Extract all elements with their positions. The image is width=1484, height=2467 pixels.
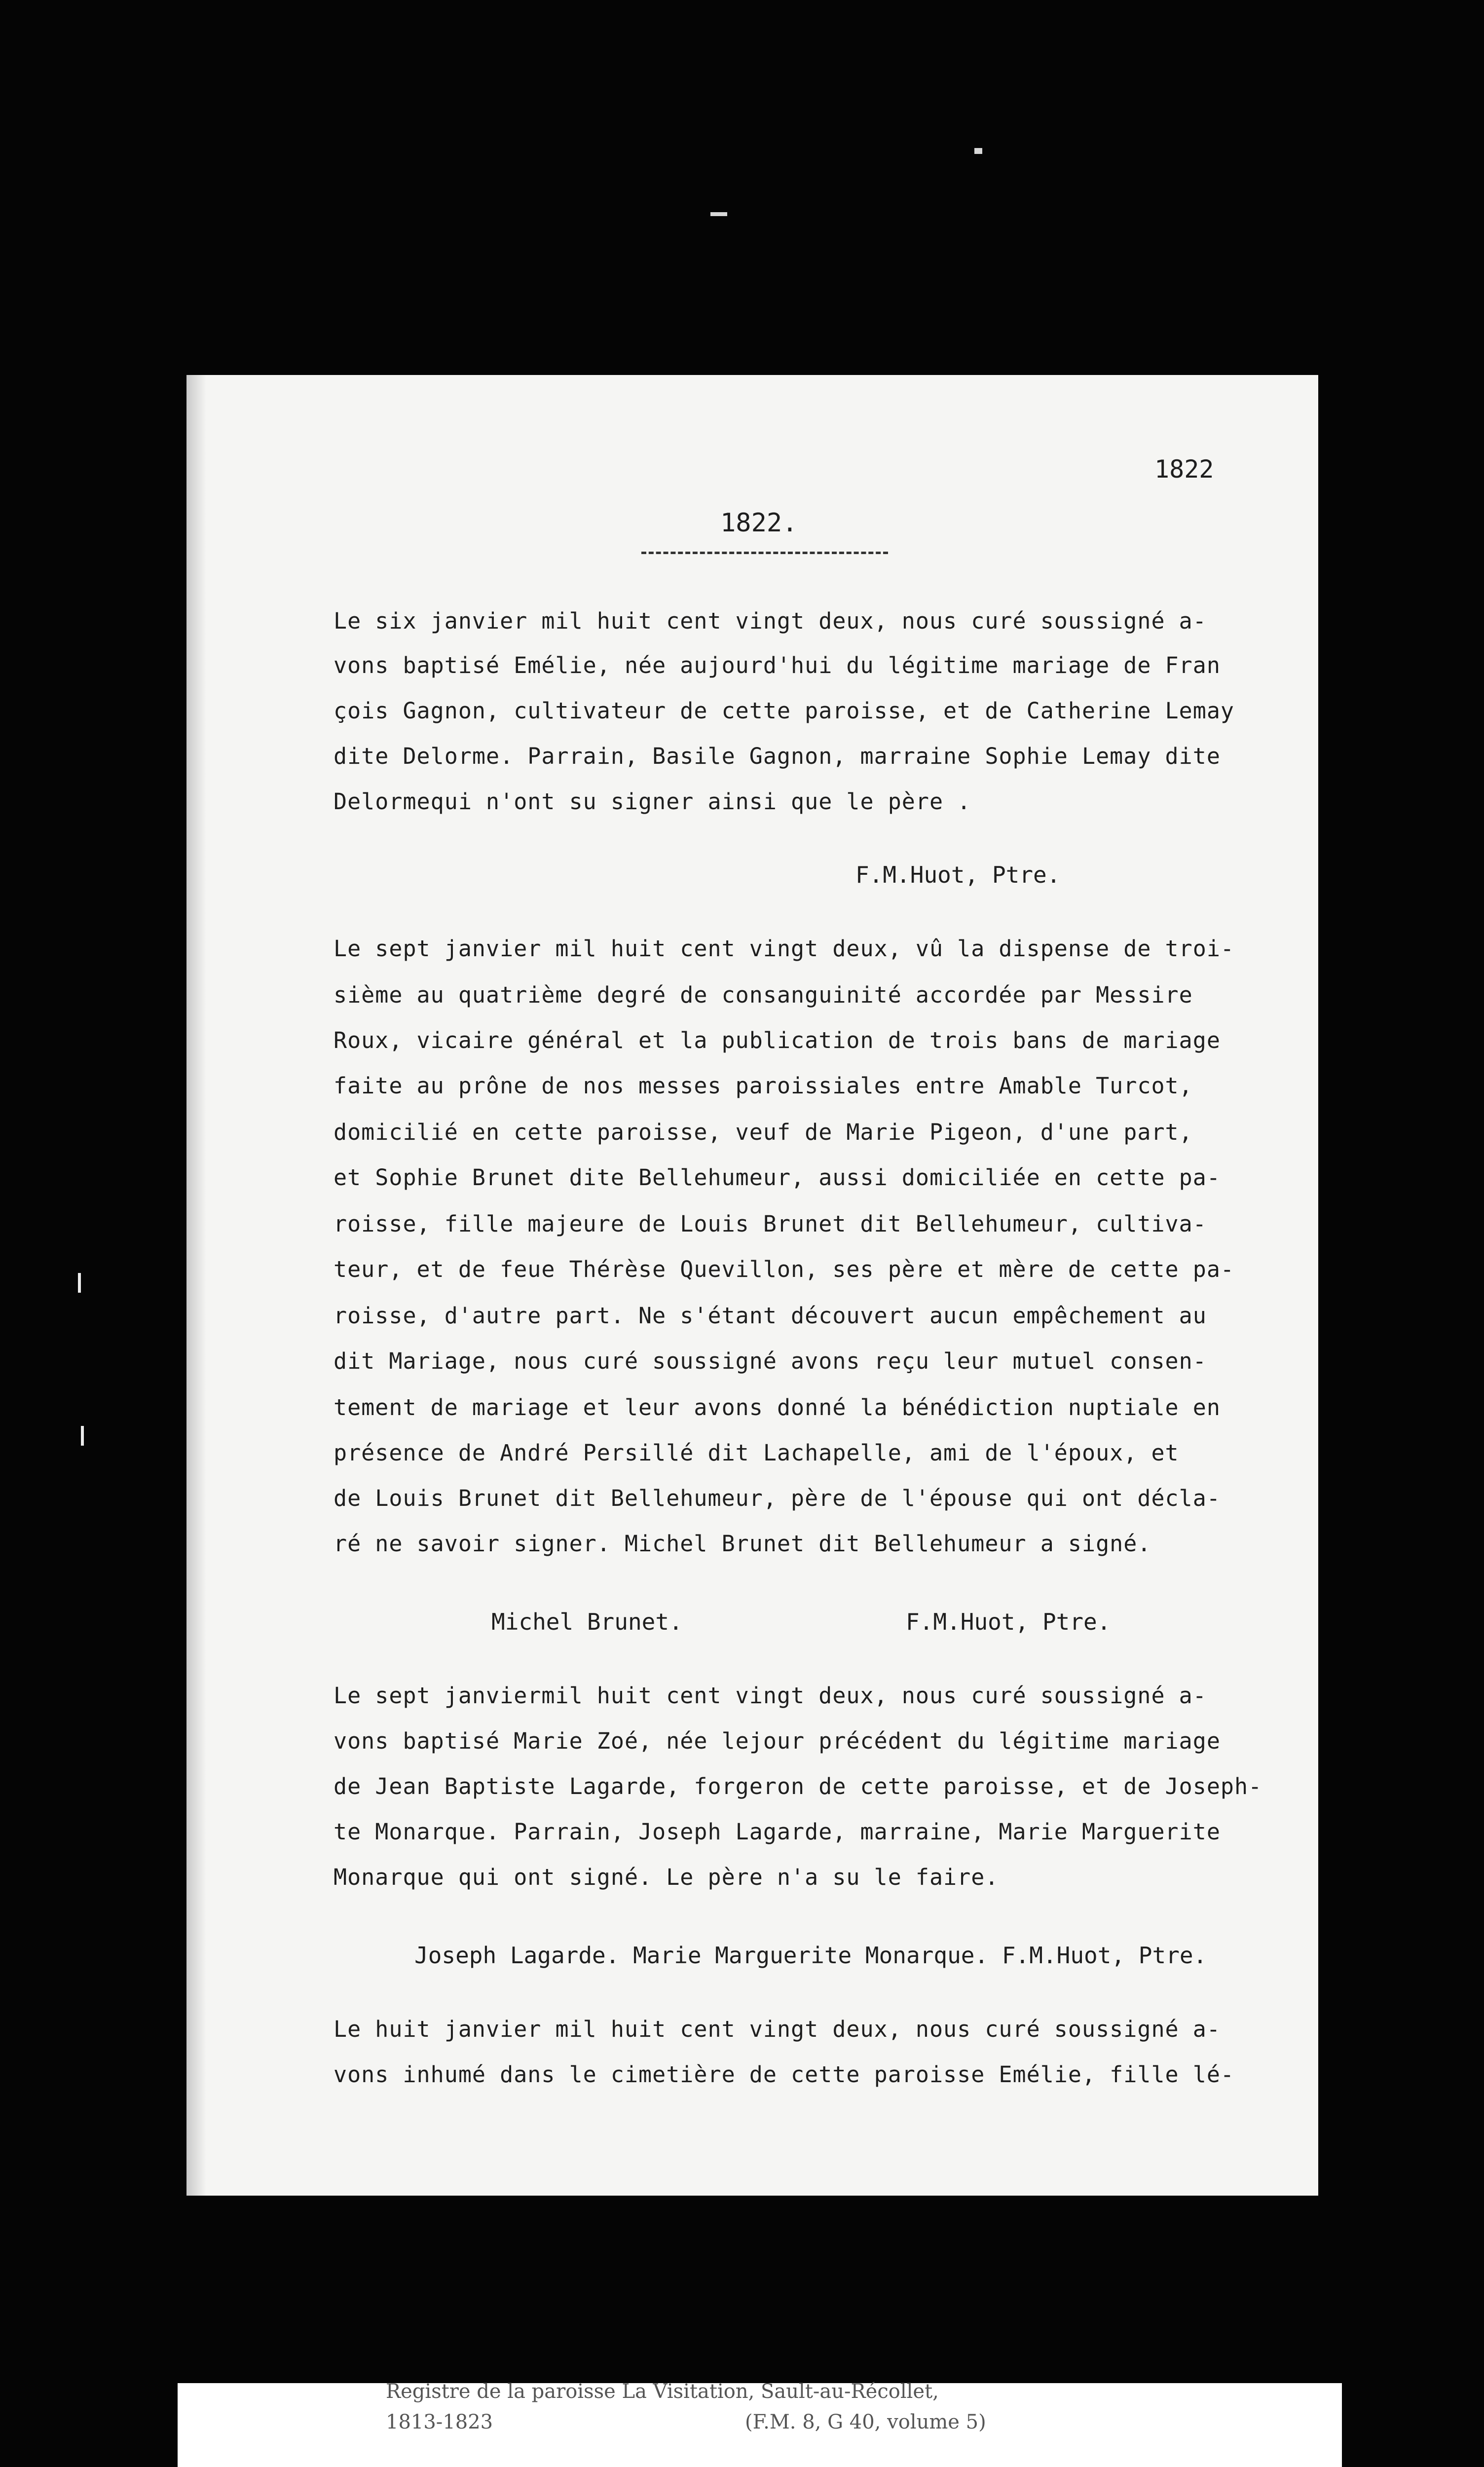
entry-2-line-12: présence de André Persillé dit Lachapelle, ami de l'époux, et	[334, 1440, 1179, 1466]
entry-2-line-6: et Sophie Brunet dite Bellehumeur, aussi domiciliée en cette pa-	[334, 1164, 1221, 1191]
scan-border-lower-left	[0, 2368, 178, 2467]
entry-1-line-3: çois Gagnon, cultivateur de cette paroisse, et de Catherine Lemay	[334, 698, 1234, 724]
entry-2-line-13: de Louis Brunet dit Bellehumeur, père de l'épouse qui ont décla-	[334, 1485, 1221, 1511]
dust-speck	[974, 148, 982, 154]
entry-1-line-1: Le six janvier mil huit cent vingt deux, nous curé soussigné a-	[334, 608, 1207, 634]
entry-1-line-5: Delormequi n'ont su signer ainsi que le père .	[334, 788, 971, 815]
entry-2-line-4: faite au prône de nos messes paroissiales entre Amable Turcot,	[334, 1073, 1193, 1099]
heading-underline	[641, 552, 888, 554]
dust-speck	[710, 212, 727, 216]
entry-2-line-5: domicilié en cette paroisse, veuf de Marie Pigeon, d'une part,	[334, 1119, 1193, 1145]
entry-2-line-10: dit Mariage, nous curé soussigné avons reçu leur mutuel consen-	[334, 1348, 1207, 1374]
edge-mark	[81, 1426, 84, 1446]
entry-1-line-4: dite Delorme. Parrain, Basile Gagnon, marraine Sophie Lemay dite	[334, 743, 1221, 769]
entry-2-line-1: Le sept janvier mil huit cent vingt deux, vû la dispense de troi-	[334, 935, 1234, 962]
entry-2-line-11: tement de mariage et leur avons donné la bénédiction nuptiale en	[334, 1394, 1221, 1420]
page-edge-shadow	[186, 375, 206, 2196]
entry-4-line-2: vons inhumé dans le cimetière de cette paroisse Emélie, fille lé-	[334, 2061, 1234, 2088]
scan-border-bottom	[0, 2196, 1484, 2383]
entry-3-line-3: de Jean Baptiste Lagarde, forgeron de cette paroisse, et de Joseph-	[334, 1773, 1262, 1799]
entry-2-line-7: roisse, fille majeure de Louis Brunet dit Bellehumeur, cultiva-	[334, 1211, 1207, 1237]
edge-mark	[78, 1273, 81, 1293]
entry-3-signatures: Joseph Lagarde. Marie Marguerite Monarque. F.M.Huot, Ptre.	[414, 1942, 1207, 1969]
entry-3-line-4: te Monarque. Parrain, Joseph Lagarde, marraine, Marie Marguerite	[334, 1819, 1221, 1845]
entry-1-signature: F.M.Huot, Ptre.	[855, 861, 1061, 888]
entry-2-line-3: Roux, vicaire général et la publication de trois bans de mariage	[334, 1027, 1221, 1053]
entry-3-line-5: Monarque qui ont signé. Le père n'a su le faire.	[334, 1864, 999, 1890]
entry-2-line-2: sième au quatrième degré de consanguinité accordée par Messire	[334, 982, 1193, 1008]
entry-2-line-14: ré ne savoir signer. Michel Brunet dit Bellehumeur a signé.	[334, 1531, 1151, 1557]
entry-1-line-2: vons baptisé Emélie, née aujourd'hui du légitime mariage de Fran	[334, 652, 1221, 678]
register-date-range: 1813-1823	[386, 2411, 493, 2433]
entry-2-signature-priest: F.M.Huot, Ptre.	[906, 1608, 1111, 1635]
register-page	[186, 375, 1318, 2196]
entry-2-line-8: teur, et de feue Thérèse Quevillon, ses père et mère de cette pa-	[334, 1256, 1234, 1282]
entry-2-line-9: roisse, d'autre part. Ne s'étant découvert aucun empêchement au	[334, 1303, 1207, 1329]
scan-border-left	[0, 390, 186, 2210]
register-reference: (F.M. 8, G 40, volume 5)	[745, 2411, 986, 2433]
scan-border-top	[0, 0, 1484, 390]
page-year: 1822	[1154, 455, 1214, 484]
entry-4-line-1: Le huit janvier mil huit cent vingt deux, nous curé soussigné a-	[334, 2016, 1221, 2042]
section-year-heading: 1822.	[720, 508, 798, 538]
register-caption: Registre de la paroisse La Visitation, Sault-au-Récollet,	[386, 2380, 939, 2403]
entry-2-signature-witness: Michel Brunet.	[491, 1608, 683, 1635]
scan-border-right	[1318, 365, 1484, 2210]
entry-3-line-1: Le sept janviermil huit cent vingt deux, nous curé soussigné a-	[334, 1682, 1207, 1709]
entry-3-line-2: vons baptisé Marie Zoé, née lejour précédent du légitime mariage	[334, 1728, 1221, 1754]
scan-border-lower-right	[1342, 2368, 1484, 2467]
